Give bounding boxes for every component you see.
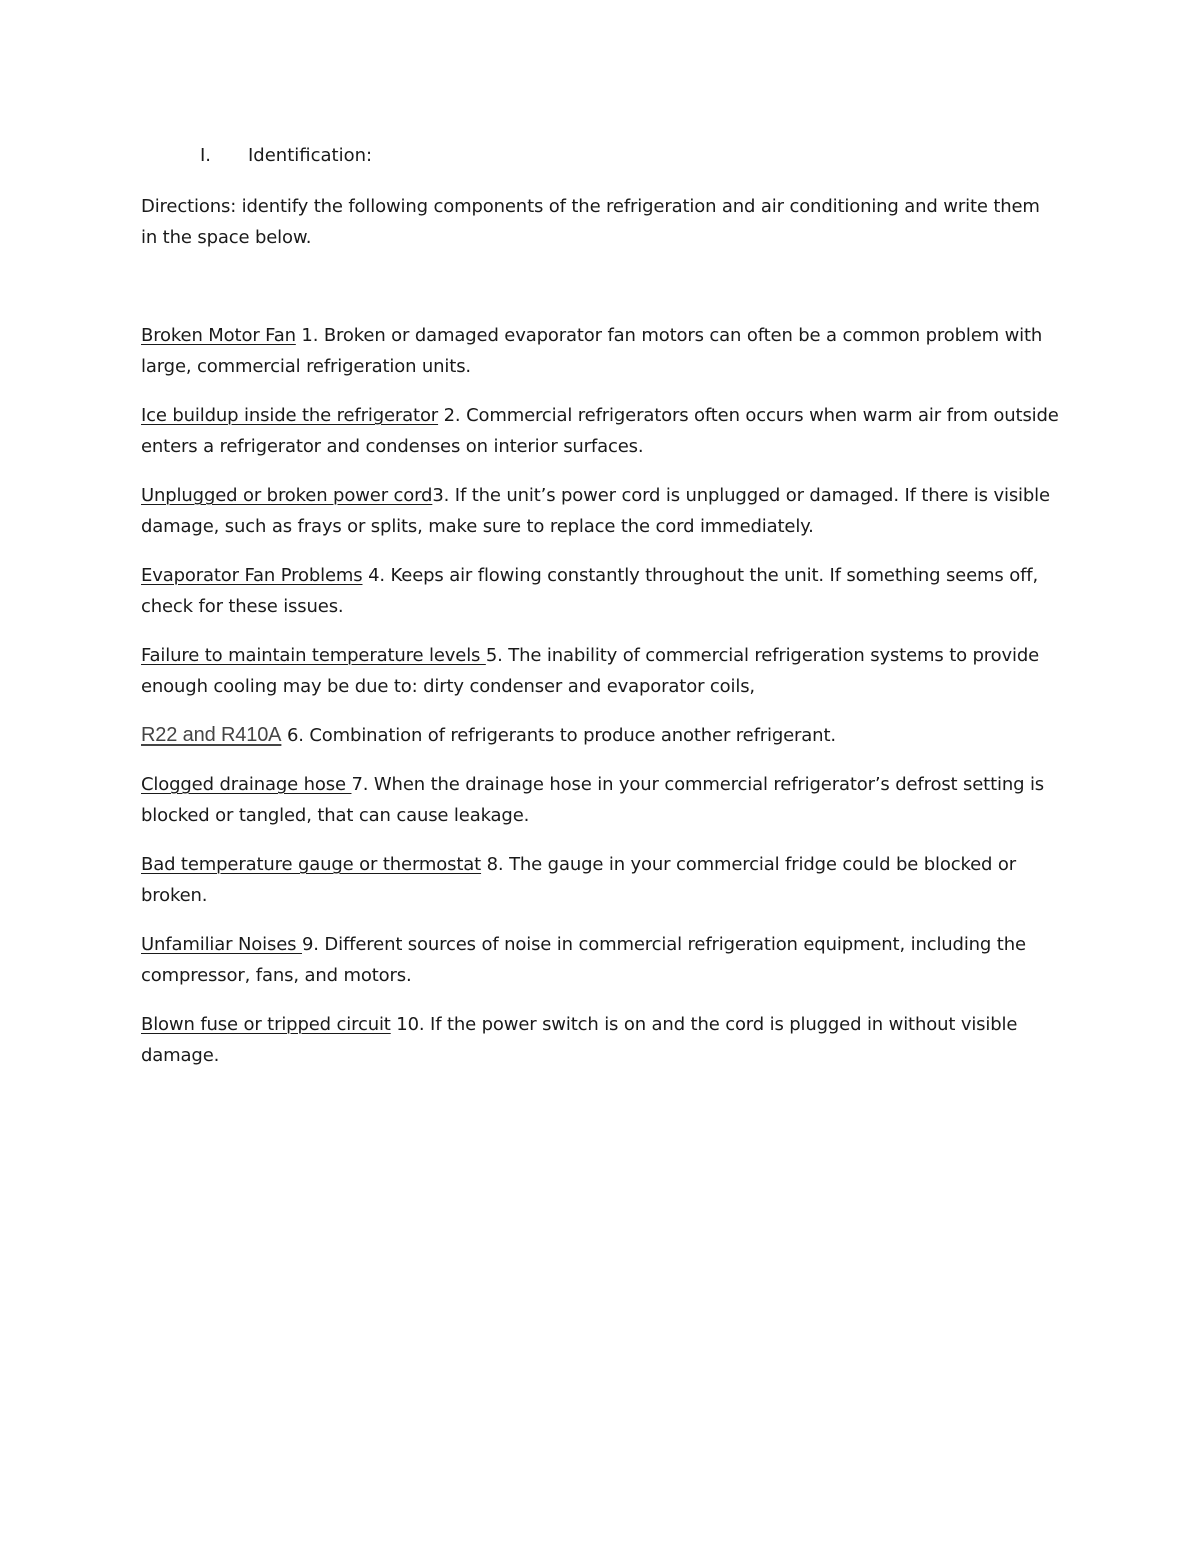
section-heading: [200, 143, 372, 169]
answer-text: Evaporator Fan Problems: [141, 565, 363, 586]
item-description: 3. If the unit’s power cord is unplugged or damaged. If there is visible damage, such as frays or splits, make sure to replace the cord immediately.: [141, 485, 1050, 537]
item-description: 1. Broken or damaged evaporator fan motors can often be a common problem with large, commercial refrigeration units.: [141, 325, 1043, 377]
answer-text: Unplugged or broken power cord: [141, 485, 433, 506]
identification-list: [141, 320, 1061, 1089]
list-item: [141, 769, 1061, 831]
item-description: 5. The inability of commercial refrigeration systems to provide enough cooling may be due to: dirty condenser and evaporator coils,: [141, 645, 1040, 697]
directions-text: Directions: identify the following components of the refrigeration and air conditioning and write them in the space below.: [141, 196, 1040, 248]
item-description: 7. When the drainage hose in your commercial refrigerator’s defrost setting is blocked or tangled, that can cause leakage.: [141, 774, 1045, 826]
item-description: 4. Keeps air flowing constantly throughout the unit. If something seems off, check for these issues.: [141, 565, 1039, 617]
item-description: 6. Combination of refrigerants to produce another refrigerant.: [281, 725, 836, 746]
list-item: [141, 560, 1061, 622]
section-number: I.: [200, 145, 212, 166]
list-item: [141, 400, 1061, 462]
item-description: 10. If the power switch is on and the cord is plugged in without visible damage.: [141, 1014, 1018, 1066]
list-item: [141, 849, 1061, 911]
list-item: [141, 929, 1061, 991]
answer-text: R22 and R410A: [141, 724, 282, 746]
section-title: Identification:: [248, 145, 373, 166]
answer-text: Blown fuse or tripped circuit: [141, 1014, 391, 1035]
list-item: [141, 480, 1061, 542]
answer-text: Bad temperature gauge or thermostat: [141, 854, 482, 875]
list-item: [141, 720, 1061, 751]
list-item: [141, 640, 1061, 702]
answer-text: Ice buildup inside the refrigerator: [141, 405, 439, 426]
item-description: 9. Different sources of noise in commercial refrigeration equipment, including the compressor, fans, and motors.: [141, 934, 1026, 986]
answer-text: Unfamiliar Noises: [141, 934, 302, 955]
item-description: 2. Commercial refrigerators often occurs when warm air from outside enters a refrigerator and condenses on interior surfaces.: [141, 405, 1059, 457]
answer-text: Clogged drainage hose: [141, 774, 352, 795]
answer-text: Broken Motor Fan: [141, 325, 296, 346]
list-item: [141, 320, 1061, 382]
item-description: 8. The gauge in your commercial fridge could be blocked or broken.: [141, 854, 1016, 906]
list-item: [141, 1009, 1061, 1071]
answer-text: Failure to maintain temperature levels: [141, 645, 486, 666]
